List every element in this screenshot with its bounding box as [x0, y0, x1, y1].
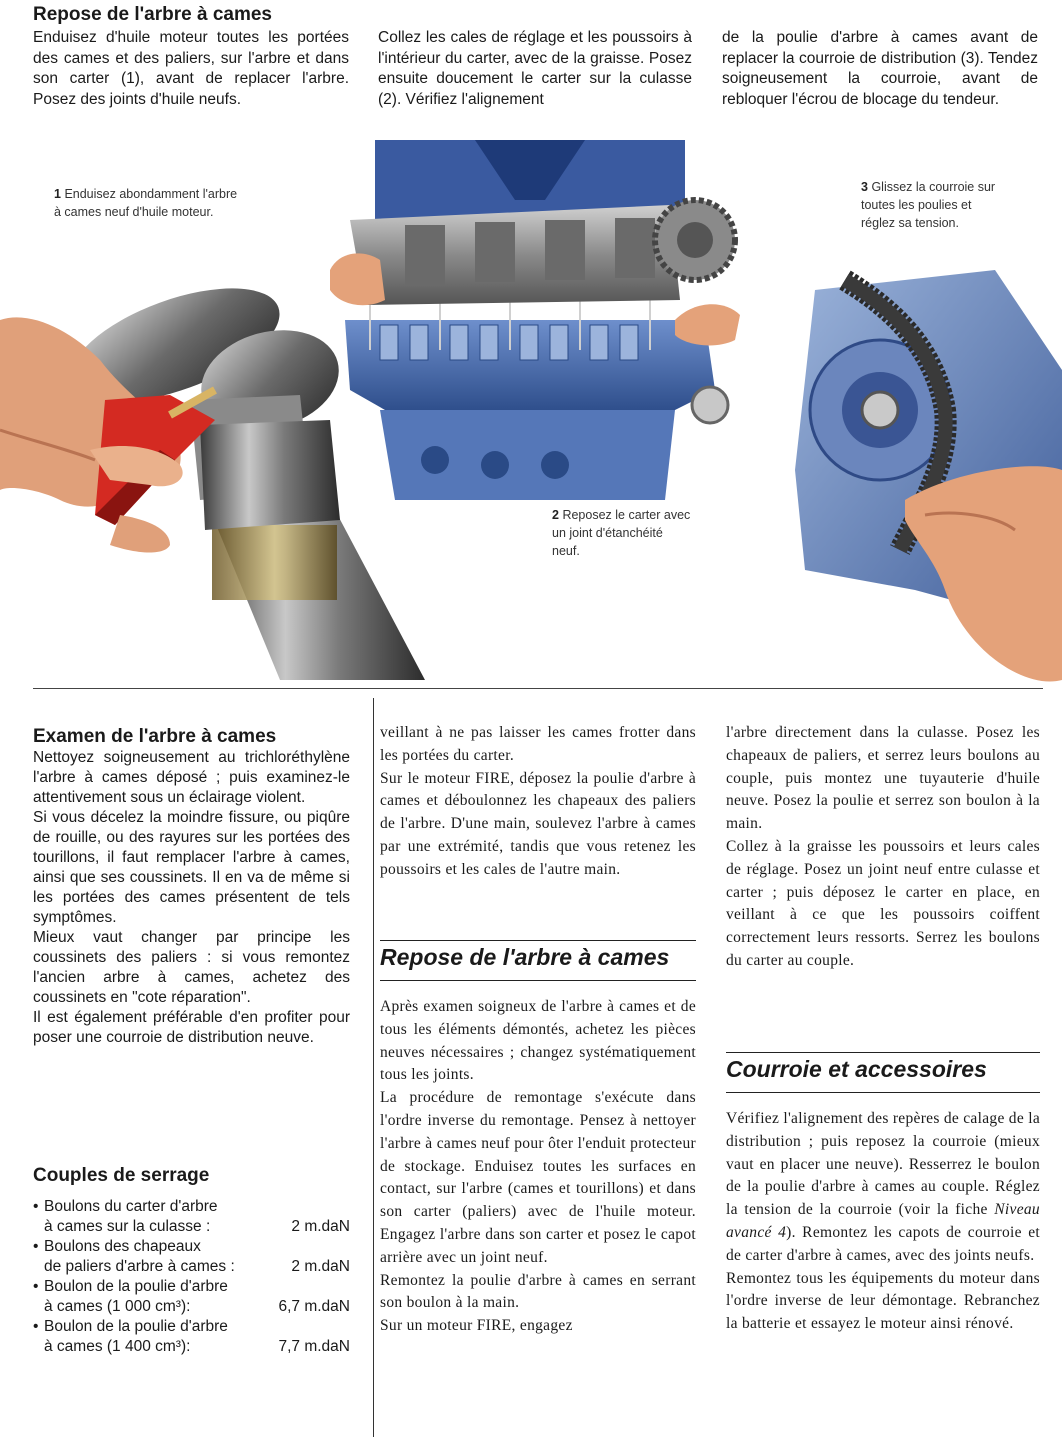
- repose-p2: La procédure de remontage s'exécute dans l'ordre inverse du remontage. Pensez à nettoyer l'arbre à cames neuf pour ôter l'enduit protecteur de stockage. Enduisez toutes les surfaces en contact, sur l'arbre (cames et tourillons) et dans son carter (paliers) avec de l'huile moteur. Engagez l'arbre dans son carter et posez le capot arrière avec un joint neuf.: [380, 1089, 696, 1266]
- torque-row: • Boulons du carter d'arbre à cames sur la culasse : 2 m.daN: [33, 1198, 350, 1235]
- torque-row: • Boulon de la poulie d'arbre à cames (1 000 cm³): 6,7 m.daN: [33, 1278, 350, 1315]
- caption-3-text: Glissez la courroie sur toutes les poulies et réglez sa tension.: [861, 180, 996, 230]
- right-continuation: l'arbre directement dans la culasse. Posez les chapeaux de paliers, et serrez leurs boulons au couple, puis montez une tuyauterie d'huile neuve. Posez la poulie et serrez son boulon à la main.: [726, 724, 1040, 833]
- repose-heading: Repose de l'arbre à cames: [380, 944, 670, 970]
- examen-title: Examen de l'arbre à cames: [33, 726, 277, 747]
- top-section-title: Repose de l'arbre à cames: [33, 4, 272, 25]
- caption-3: [861, 178, 1001, 232]
- torque-label-line2: de paliers d'arbre à cames :: [44, 1258, 235, 1275]
- examen-p2: Si vous décelez la moindre fissure, ou piqûre de rouille, ou des rayures sur les portées des tourillons, il faut remplacer l'arbre à cames, ainsi que ses coussinets. Il en va de même si les portées des cames présentent de tels symptômes.: [33, 809, 350, 926]
- repose-p4: Sur un moteur FIRE, engagez: [380, 1317, 573, 1335]
- courroie-p1-b: ). Remontez les capots de courroie et de carter d'arbre à cames, avec des joints neufs.: [726, 1223, 1040, 1264]
- timing-belt-illustration: [795, 270, 1062, 690]
- middle-fire-paragraph: Sur le moteur FIRE, déposez la poulie d'arbre à cames et déboulonnez les chapeaux des paliers de l'arbre. D'une main, soulevez l'arbre à cames par une extrémité, tandis que vous retenez les poussoirs et les cales de l'autre main.: [380, 769, 696, 878]
- torque-value: 2 m.daN: [291, 1218, 350, 1235]
- top-col2-text: Collez les cales de réglage et les poussoirs à l'intérieur du carter, avec de la graisse. Posez ensuite doucement le carter sur la culasse (2). Vérifiez l'alignement: [378, 29, 692, 108]
- examen-p4: Il est également préférable d'en profiter pour poser une courroie de distribution neuve.: [33, 1009, 350, 1046]
- repose-p3: Remontez la poulie d'arbre à cames en serrant son boulon à la main.: [380, 1271, 696, 1312]
- caption-1-number: 1: [54, 187, 61, 201]
- courroie-p1-a: Vérifiez l'alignement des repères de calage de la distribution ; puis reposez la courroie (mieux vaut en placer une neuve). Resserrez le boulon de la poulie d'arbre à cames au couple. Réglez la tension de la courroie (voir la fiche: [726, 1110, 1040, 1219]
- examen-section: [33, 726, 350, 1048]
- couples-title: Couples de serrage: [33, 1165, 210, 1186]
- heading-rule: [726, 1092, 1040, 1093]
- courroie-heading: Courroie et accessoires: [726, 1056, 987, 1082]
- caption-1-text: Enduisez abondamment l'arbre à cames neuf d'huile moteur.: [54, 187, 238, 219]
- column-rule: [373, 698, 374, 1437]
- torque-label-line1: Boulon de la poulie d'arbre: [44, 1318, 228, 1335]
- section-divider: [33, 688, 1043, 689]
- torque-value: 7,7 m.daN: [278, 1338, 350, 1355]
- heading-rule: [380, 940, 696, 941]
- right-top-text: [726, 722, 1040, 973]
- courroie-p1: [726, 1108, 1040, 1268]
- caption-2: [552, 506, 692, 560]
- torque-value: 6,7 m.daN: [278, 1298, 350, 1315]
- torque-row: • Boulon de la poulie d'arbre à cames (1 400 cm³): 7,7 m.daN: [33, 1318, 350, 1355]
- torque-label-line1: Boulons du carter d'arbre: [44, 1198, 218, 1215]
- torque-label-line1: Boulon de la poulie d'arbre: [44, 1278, 228, 1295]
- middle-top-text: [380, 722, 696, 882]
- engine-head-carter-illustration: [325, 140, 745, 500]
- top-col3-text: de la poulie d'arbre à cames avant de replacer la courroie de distribution (3). Tendez soigneusement la courroie, avant de rebloquer l'écrou de blocage du tendeur.: [722, 29, 1038, 108]
- torque-table: [33, 1197, 350, 1362]
- heading-rule: [726, 1052, 1040, 1053]
- torque-label-line2: à cames sur la culasse :: [44, 1218, 211, 1235]
- right-p2: Collez à la graisse les poussoirs et leurs cales de réglage. Posez un joint neuf entre culasse et carter ; puis déposez le carter en place, en veillant à ce que les poussoirs coiffent correctement leurs ressorts. Serrez les boulons du carter au couple.: [726, 837, 1040, 969]
- torque-label-line2: à cames (1 000 cm³):: [44, 1298, 191, 1315]
- top-col1-text: Enduisez d'huile moteur toutes les portées des cames et des paliers, sur l'arbre et dans son carter (1), avant de replacer l'arbre. Posez des joints d'huile neufs.: [33, 29, 349, 108]
- courroie-p2: Remontez tous les équipements du moteur dans l'ordre inverse de leur démontage. Rebranchez la batterie et essayez le moteur ainsi rénové.: [726, 1269, 1040, 1333]
- courroie-text: [726, 1108, 1040, 1336]
- torque-label-line2: à cames (1 400 cm³):: [44, 1338, 191, 1355]
- examen-p1: Nettoyez soigneusement au trichloréthylène l'arbre à cames déposé ; puis examinez-le attentivement sous un éclairage violent.: [33, 749, 350, 806]
- repose-p1: Après examen soigneux de l'arbre à cames et de tous les éléments démontés, achetez les pièces neuves nécessaires ; changez systématiquement tous les joints.: [380, 998, 696, 1084]
- torque-value: 2 m.daN: [291, 1258, 350, 1275]
- courroie-p1-ref: Niveau avancé 4: [726, 1201, 1040, 1241]
- caption-2-number: 2: [552, 508, 559, 522]
- examen-p3: Mieux vaut changer par principe les coussinets des paliers : si vous remontez l'ancien arbre à cames, achetez des coussinets en "cote réparation".: [33, 929, 350, 1006]
- caption-2-text: Reposez le carter avec un joint d'étanchéité neuf.: [552, 508, 691, 558]
- caption-3-number: 3: [861, 180, 868, 194]
- torque-row: • Boulons des chapeaux de paliers d'arbre à cames : 2 m.daN: [33, 1238, 350, 1275]
- middle-continuation: veillant à ne pas laisser les cames frotter dans les portées du carter.: [380, 724, 696, 764]
- caption-1: [54, 185, 244, 221]
- heading-rule: [380, 980, 696, 981]
- repose-text: [380, 996, 696, 1338]
- torque-label-line1: Boulons des chapeaux: [44, 1238, 201, 1255]
